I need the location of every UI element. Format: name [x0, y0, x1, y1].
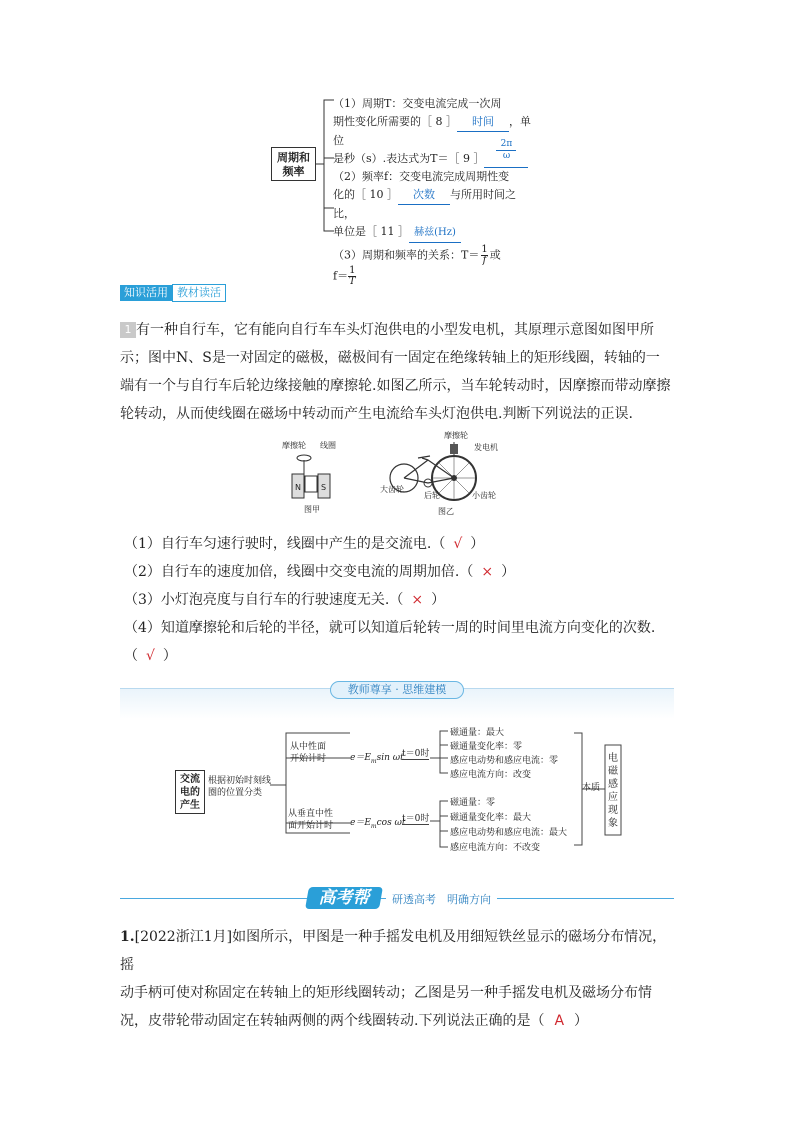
fig-jia-label-wheel: 摩擦轮 — [282, 441, 306, 450]
p3-frac-num: 1 — [481, 244, 488, 255]
fig-jia-n: N — [295, 483, 301, 492]
fig-yi-caption: 图乙 — [438, 507, 454, 516]
p2-line2 — [333, 186, 533, 223]
question-line-2: 示；图中N、S是一对固定的磁极，磁极间有一固定在绝缘转轴上的矩形线圈，转轴的一 — [120, 350, 660, 366]
fig-yi-label-rear: 后轮 — [424, 491, 440, 500]
answer-9-den: ω — [502, 151, 511, 161]
judgment-2-mark: × — [481, 564, 494, 580]
fig-jia-caption: 图甲 — [304, 505, 320, 514]
t0-label-2: t＝0时 — [402, 811, 429, 825]
judgment-3-close: ） — [431, 592, 446, 608]
p3-fraction — [481, 245, 487, 266]
question-line-4: 轮转动，从而使线圈在磁场中转动而产生电流给车头灯泡供电.判断下列说法的正误. — [120, 406, 633, 422]
p2-line1: （2）频率f：交变电流完成周期性变 — [333, 170, 510, 183]
root-box-ac-generation: 交流 电的 产生 — [175, 770, 205, 814]
list1-item-4: 感应电流方向：改变 — [450, 770, 532, 780]
judgment-3-mark: × — [411, 592, 424, 608]
problem-line-2: 动手柄可使对称固定在转轴上的矩形线圈转动；乙图是另一种手摇发电机及磁场分布情 — [120, 985, 652, 1001]
fig-yi-label-big: 大齿轮 — [380, 485, 404, 494]
list2-item-4: 感应电流方向：不改变 — [450, 843, 541, 853]
list1-item-3: 感应电动势和感应电流：零 — [450, 756, 559, 766]
coil-rect — [305, 476, 317, 492]
list1-item-2: 磁通量变化率：零 — [450, 742, 523, 752]
judgment-list — [124, 530, 684, 670]
problem-line-3-text: 况，皮带轮带动固定在转轴两侧的两个线圈转动.下列说法正确的是（ — [120, 1013, 545, 1029]
concept-box-period-frequency: 周期和 频率 — [271, 147, 316, 181]
judgment-3 — [124, 586, 684, 614]
list-neutral — [450, 726, 558, 782]
judgment-4-open: （ — [124, 648, 138, 664]
figure-yi — [378, 428, 518, 520]
problem-line-1-text: 如图所示，甲图是一种手摇发电机及用细短铁丝显示的磁场分布情况，摇 — [120, 929, 667, 973]
problem-paragraph — [120, 923, 680, 1035]
judgment-1-text: （1）自行车匀速行驶时，线圈中产生的是交流电.（ — [124, 536, 446, 552]
p1-line1: （1）周期T：交变电流完成一次周 — [333, 97, 502, 110]
p3-line1-text: （3）周期和频率的关系：T＝ — [333, 248, 480, 262]
p1-line2-post: ，单位 — [333, 115, 531, 147]
tag-knowledge-use: 知识活用 — [120, 285, 172, 301]
p3-line2-pre: f＝ — [333, 269, 349, 283]
fig-yi-label-gen: 发电机 — [474, 443, 498, 452]
problem-line-1 — [120, 923, 680, 979]
p3-line1 — [333, 245, 533, 266]
p3-or: 或 — [489, 248, 501, 262]
t0-label-1: t＝0时 — [402, 746, 429, 760]
result-vertical-label: 电磁感应现象 — [608, 753, 618, 829]
list1-item-1: 磁通量：最大 — [450, 728, 505, 738]
p2-line2-pre: 化的［ 10 ］ — [333, 188, 398, 201]
p2-line3 — [333, 223, 533, 243]
judgment-4-mark: √ — [146, 648, 155, 664]
problem-source: [2022浙江1月] — [134, 929, 233, 945]
eq1-text: e＝E — [350, 753, 371, 763]
fig-yi-label-small: 小齿轮 — [472, 491, 496, 500]
judgment-4-text: （4）知道摩擦轮和后轮的半径，就可以知道后轮转一周的时间里电流方向变化的次数. — [124, 620, 656, 636]
essence-label: 本质 — [582, 783, 601, 793]
eq2-sub: m — [370, 822, 377, 830]
answer-8: 时间 — [457, 113, 509, 132]
list2-item-3: 感应电动势和感应电流：最大 — [450, 828, 568, 838]
fig-jia-label-coil: 线圈 — [320, 441, 336, 450]
teacher-banner: 教师尊享 · 思维建模 — [330, 681, 464, 699]
section-tags — [120, 281, 226, 302]
judgment-1 — [124, 530, 684, 558]
question-number-badge: 1 — [120, 322, 136, 338]
problem-close: ） — [574, 1013, 589, 1029]
eq2-tail: cos ωt — [376, 818, 406, 828]
p3-frac2-den: T — [348, 276, 356, 287]
list2-item-1: 磁通量：零 — [450, 798, 496, 808]
fig-yi-label-wheel: 摩擦轮 — [444, 431, 468, 440]
branch-neutral: 从中性面 开始计时 — [290, 742, 327, 764]
fig-jia-s: S — [321, 483, 327, 492]
eq1-sub: m — [370, 757, 377, 765]
branch-perpendicular: 从垂直中性 面开始计时 — [288, 809, 334, 831]
eq1-tail: sin ωt — [376, 753, 404, 763]
question-line-3: 端有一个与自行车后轮边缘接触的摩擦轮.如图乙所示，当车轮转动时，因摩擦而带动摩擦 — [120, 378, 671, 394]
p2-line2-post: 与所用时间之比， — [333, 188, 516, 220]
judgment-1-mark: √ — [453, 536, 463, 552]
gaokao-title: 高考帮 — [318, 888, 370, 908]
judgment-2-close: ） — [501, 564, 516, 580]
classify-label: 根据初始时刻线 圈的位置分类 — [208, 776, 272, 798]
answer-10: 次数 — [398, 186, 450, 205]
p3-line2 — [333, 266, 533, 287]
list-perpendicular — [450, 796, 567, 856]
judgment-4-close: ） — [162, 648, 177, 664]
p2-line3-pre: 单位是［ 11 ］ — [333, 225, 409, 238]
judgment-3-text: （3）小灯泡亮度与自行车的行驶速度无关.（ — [124, 592, 404, 608]
p1-line3-pre: 是秒（s）.表达式为T＝［ 9 ］ — [333, 152, 485, 165]
tag-textbook-reading: 教材读活 — [172, 284, 226, 302]
question-line-1 — [120, 316, 680, 344]
answer-11: 赫兹(Hz) — [409, 224, 461, 243]
judgment-1-close: ） — [470, 536, 485, 552]
problem-number: 1. — [120, 929, 135, 945]
figure-jia — [280, 438, 360, 518]
problem-answer: A — [554, 1013, 565, 1029]
gaokao-subtitle: 研透高考 明确方向 — [386, 891, 497, 907]
question-line-1-text: 有一种自行车，它有能向自行车车头灯泡供电的小型发电机，其原理示意图如图甲所 — [136, 322, 654, 338]
p3-fraction-2 — [348, 266, 356, 287]
list2-item-2: 磁通量变化率：最大 — [450, 813, 532, 823]
p3-frac2-num: 1 — [349, 265, 356, 276]
p1-line2-pre: 期性变化所需要的［ 8 ］ — [333, 115, 457, 128]
problem-line-3 — [120, 1007, 680, 1035]
freq-block-text — [333, 95, 533, 287]
p3-frac-den: f — [482, 255, 487, 266]
eq2-text: e＝E — [350, 818, 371, 828]
equation-sin — [350, 750, 404, 765]
judgment-4 — [124, 614, 684, 642]
judgment-2-text: （2）自行车的速度加倍，线圈中交变电流的周期加倍.（ — [124, 564, 474, 580]
judgment-2 — [124, 558, 684, 586]
question-paragraph — [120, 316, 680, 428]
equation-cos — [350, 815, 406, 830]
judgment-4-answer — [124, 642, 684, 670]
answer-9-num: 2π — [500, 139, 513, 149]
